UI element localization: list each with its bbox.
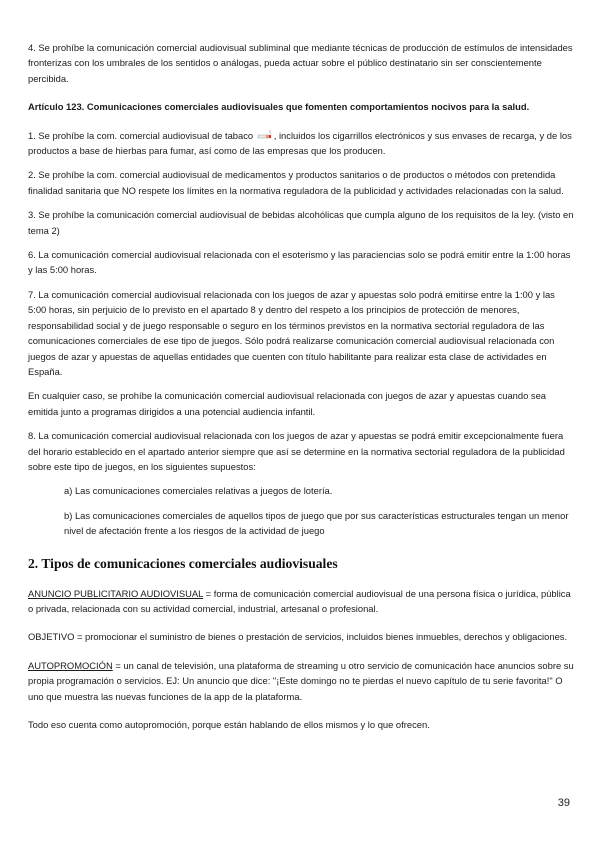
- term-anuncio: ANUNCIO PUBLICITARIO AUDIOVISUAL: [28, 587, 204, 599]
- term-autopromocion: AUTOPROMOCIÓN: [28, 659, 113, 671]
- cigarette-icon: [257, 129, 273, 139]
- page-number: 39: [557, 797, 570, 809]
- paragraph-gambling: 7. La comunicación comercial audiovisual relacionada con los juegos de azar y apuestas solo podrá emitirse entre la 1:00 y las 5:00 horas, sin perjuicio de lo previsto en el apartado 8 y dentro del respeto a los principios de protección de menores, responsabilidad social y de juego responsable o seguro en los términos previstos en la normativa sectorial reguladora de las comunicaciones comerciales de ese tipo de juegos. Sólo podrá realizarse comunicación comercial audiovisual relacionada con juegos de azar y apuestas de aquellas entidades que cuenten con título habilitante para realizar esta clase de actividades en España.: [28, 288, 555, 377]
- list-item-lottery: a) Las comunicaciones comerciales relativas a juegos de lotería.: [64, 485, 333, 497]
- definition-autopromocion-text: = un canal de televisión, una plataforma de streaming u otro servicio de comunicación hace anuncios sobre su propia programación o servicios. EJ: Un anuncio que dice: "¡Este domingo no te pierdas el nuevo capítulo de tu serie favorita!" O uno que muestra las nuevas funciones de la app de la plataforma.: [28, 659, 574, 702]
- section-heading: 2. Tipos de comunicaciones comerciales audiovisuales: [28, 555, 338, 571]
- paragraph-gambling-exception: 8. La comunicación comercial audiovisual relacionada con los juegos de azar y apuestas se podrá emitir excepcionalmente fuera del horario establecido en el apartado anterior siempre que así se determine en la normativa sectorial reguladora de la publicidad sobre este tipo de juegos, en los siguientes supuestos:: [28, 430, 565, 472]
- paragraph-subliminal: 4. Se prohíbe la comunicación comercial audiovisual subliminal que mediante técnicas de producción de estímulos de intensidades fronterizas con los umbrales de los sentidos o análogas, pueda actuar sobre el público destinatario sin ser conscientemente percibida.: [28, 42, 573, 84]
- paragraph-medicines: 2. Se prohíbe la com. comercial audiovisual de medicamentos y productos sanitarios o de productos o métodos con pretendida finalidad sanitaria que NO respete los límites en la normativa reguladora de la publicidad y actividades relacionadas con la salud.: [28, 169, 564, 196]
- paragraph-tobacco: [28, 128, 574, 159]
- tobacco-text-start: 1. Se prohíbe la com. comercial audiovisual de tabaco: [28, 129, 254, 141]
- paragraph-alcohol: 3. Se prohíbe la comunicación comercial audiovisual de bebidas alcohólicas que cumpla alguno de los requisitos de la ley. (visto en tema 2): [28, 209, 574, 236]
- list-item-low-risk-games: b) Las comunicaciones comerciales de aquellos tipos de juego que por sus características estructurales tengan un menor nivel de afectación frente a los riesgos de la actividad de juego: [64, 509, 569, 537]
- definition-objetivo: OBJETIVO = promocionar el suministro de bienes o prestación de servicios, incluidos bienes inmuebles, derechos y obligaciones.: [28, 631, 568, 643]
- tobacco-text-end: , incluidos los cigarrillos electrónicos y sus envases de recarga, y de los productos a base de hierbas para fumar, así como de las empresas que los producen.: [28, 129, 572, 157]
- definition-autopromocion: [28, 658, 574, 704]
- paragraph-esoterism: 6. La comunicación comercial audiovisual relacionada con el esoterismo y las paraciencias solo se podrá emitir entre la 1:00 horas y las 5:00 horas.: [28, 249, 571, 276]
- article-123-heading: Artículo 123. Comunicaciones comerciales audiovisuales que fomenten comportamientos nocivos para la salud.: [28, 101, 530, 113]
- definition-anuncio: [28, 586, 574, 617]
- paragraph-conclusion: Todo eso cuenta como autopromoción, porque están hablando de ellos mismos y lo que ofrecen.: [28, 719, 430, 730]
- paragraph-gambling-children: En cualquier caso, se prohíbe la comunicación comercial audiovisual relacionada con juegos de azar y apuestas cuando sea emitida junto a programas dirigidos a una potencial audiencia infantil.: [28, 390, 547, 417]
- document-page: [28, 40, 574, 732]
- definition-anuncio-text: = forma de comunicación comercial audiovisual de una persona física o jurídica, pública o privada, relacionada con su actividad comercial, industrial, artesanal o profesional.: [28, 587, 571, 614]
